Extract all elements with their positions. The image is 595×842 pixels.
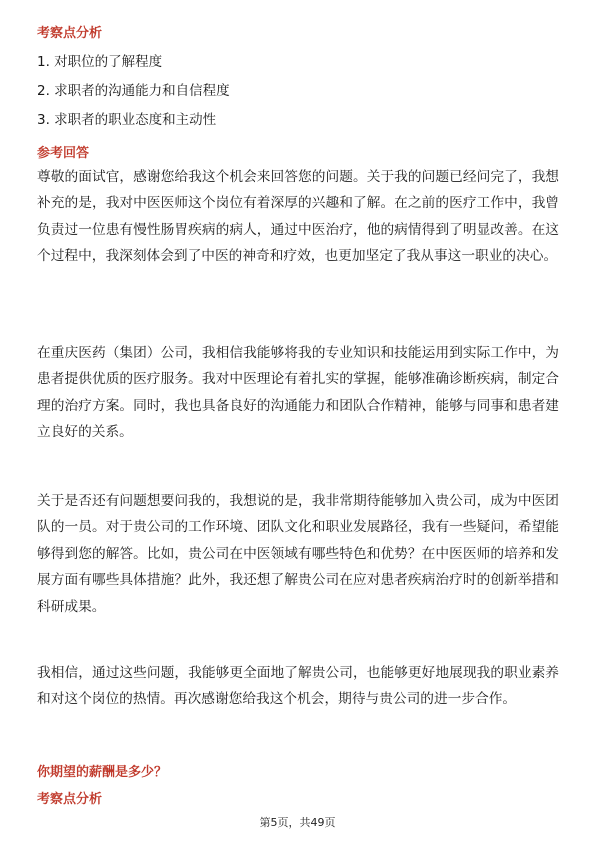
analysis-item-1: 1. 对职位的了解程度: [37, 54, 163, 70]
page-footer: 第5页，共49页: [259, 816, 336, 829]
answer-paragraph-2: 在重庆医药（集团）公司，我相信我能够将我的专业知识和技能运用到实际工作中，为患者提供优质的医疗服务。我对中医理论有着扎实的掌握，能够准确诊断疾病，制定合理的治疗方案。同时，我也具备良好的沟通能力和团队合作精神，能够与同事和患者建立良好的关系。: [37, 345, 559, 441]
answer-paragraph-4: 我相信，通过这些问题，我能够更全面地了解贵公司，也能够更好地展现我的职业素养和对这个岗位的热情。再次感谢您给我这个机会，期待与贵公司的进一步合作。: [37, 665, 559, 708]
answer-paragraph-1: 尊敬的面试官，感谢您给我这个机会来回答您的问题。关于我的问题已经问完了，我想补充的是，我对中医医师这个岗位有着深厚的兴趣和了解。在之前的医疗工作中，我曾负责过一位患有慢性肠胃疾病的病人，通过中医治疗，他的病情得到了明显改善。在这个过程中，我深刻体会到了中医的神奇和疗效，也更加坚定了我从事这一职业的决心。: [37, 169, 559, 265]
reference-answer-heading: 参考回答: [37, 146, 90, 161]
next-question-heading: 你期望的薪酬是多少？: [37, 765, 168, 780]
next-analysis-heading: 考察点分析: [37, 792, 103, 807]
analysis-item-3: 3. 求职者的职业态度和主动性: [37, 112, 217, 128]
analysis-item-2: 2. 求职者的沟通能力和自信程度: [37, 83, 230, 99]
answer-paragraph-3: 关于是否还有问题想要问我的，我想说的是，我非常期待能够加入贵公司，成为中医团队的一员。对于贵公司的工作环境、团队文化和职业发展路径，我有一些疑问，希望能够得到您的解答。比如，贵公司在中医领域有哪些特色和优势？在中医医师的培养和发展方面有哪些具体措施？此外，我还想了解贵公司在应对患者疾病治疗时的创新举措和科研成果。: [37, 493, 559, 615]
analysis-heading: 考察点分析: [37, 26, 103, 41]
